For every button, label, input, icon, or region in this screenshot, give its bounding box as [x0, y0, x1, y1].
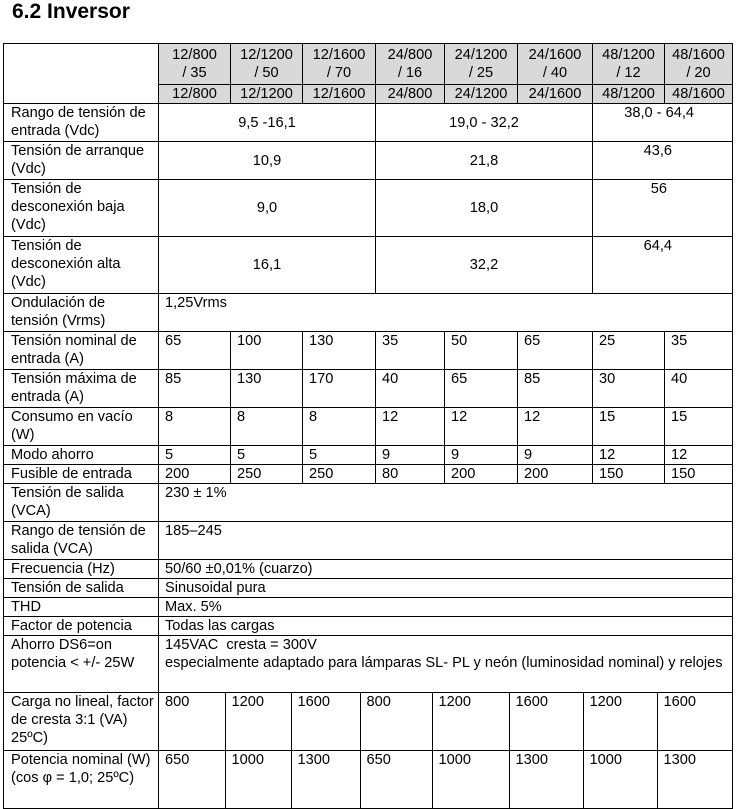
value-cell: 1600	[291, 693, 360, 750]
value-cell: 200	[159, 465, 231, 484]
value-48v: 56	[593, 180, 733, 237]
value-cell: 200	[518, 465, 593, 484]
value-cell: 12	[518, 408, 593, 446]
row-value: 185–245	[159, 522, 733, 560]
value-cell: 9	[376, 446, 445, 465]
value-cell: 25	[593, 332, 665, 370]
value-cell: 1200	[583, 693, 657, 750]
value-cell: 100	[231, 332, 303, 370]
row-value: 1,25Vrms	[159, 294, 733, 332]
value-cell: 30	[593, 370, 665, 408]
value-48v: 38,0 - 64,4	[593, 104, 733, 142]
value-cell: 1000	[225, 751, 291, 808]
value-cell: 800	[159, 693, 225, 750]
row-value: Sinusoidal pura	[159, 579, 733, 598]
value-cell: 1000	[583, 751, 657, 808]
model-header: 12/1200 / 50	[231, 44, 303, 85]
value-cell: 9	[445, 446, 518, 465]
row-label: Tensión de salida (VCA)	[4, 484, 159, 522]
row-label: Ondulación de tensión (Vrms)	[4, 294, 159, 332]
value-48v: 64,4	[593, 237, 733, 294]
value-cell: 5	[231, 446, 303, 465]
value-cell: 65	[518, 332, 593, 370]
model-header: 48/1600 / 20	[665, 44, 733, 85]
row-label: Tensión de arranque (Vdc)	[4, 142, 159, 180]
value-cell: 12	[593, 446, 665, 465]
model-code: 12/800	[159, 85, 231, 104]
value-cell: 1300	[509, 751, 583, 808]
value-cell: 15	[593, 408, 665, 446]
value-12v: 9,0	[159, 180, 376, 237]
value-cell: 1200	[432, 693, 509, 750]
row-value: 50/60 ±0,01% (cuarzo)	[159, 560, 733, 579]
model-code: 24/1200	[445, 85, 518, 104]
row-label: Consumo en vacío (W)	[4, 408, 159, 446]
row-label: Fusible de entrada	[4, 465, 159, 484]
value-cell: 8	[231, 408, 303, 446]
value-cell: 12	[665, 446, 733, 465]
row-value: 230 ± 1%	[159, 484, 733, 522]
row-label: Factor de potencia	[4, 617, 159, 636]
value-cell: 1600	[657, 693, 732, 750]
value-cell: 8	[159, 408, 231, 446]
row-label: Frecuencia (Hz)	[4, 560, 159, 579]
value-cell: 5	[303, 446, 376, 465]
model-header: 48/1200 / 12	[593, 44, 665, 85]
value-24v: 18,0	[376, 180, 593, 237]
ds6-line-1: 145VAC cresta = 300V	[165, 637, 317, 653]
value-12v: 16,1	[159, 237, 376, 294]
nominal-power-values	[159, 751, 733, 809]
value-cell: 170	[303, 370, 376, 408]
model-code: 12/1200	[231, 85, 303, 104]
section-title: 6.2 Inversor	[12, 0, 130, 23]
value-cell: 40	[376, 370, 445, 408]
row-label: Rango de tensión de salida (VCA)	[4, 522, 159, 560]
row-label: Tensión máxima de entrada (A)	[4, 370, 159, 408]
row-value	[159, 636, 733, 693]
value-cell: 1600	[509, 693, 583, 750]
row-label: Ahorro DS6=on potencia < +/- 25W	[4, 636, 159, 693]
model-code: 48/1200	[593, 85, 665, 104]
value-cell: 5	[159, 446, 231, 465]
model-header: 12/1600 / 70	[303, 44, 376, 85]
value-cell: 150	[593, 465, 665, 484]
value-cell: 50	[445, 332, 518, 370]
model-code: 24/800	[376, 85, 445, 104]
row-label: THD	[4, 598, 159, 617]
model-header: 24/800 / 16	[376, 44, 445, 85]
model-code: 12/1600	[303, 85, 376, 104]
value-cell: 130	[303, 332, 376, 370]
value-cell: 1300	[291, 751, 360, 808]
model-header: 24/1200 / 25	[445, 44, 518, 85]
value-cell: 85	[159, 370, 231, 408]
row-label: Modo ahorro	[4, 446, 159, 465]
row-label: Tensión nominal de entrada (A)	[4, 332, 159, 370]
value-cell: 80	[376, 465, 445, 484]
nonlinear-values	[159, 693, 733, 751]
value-cell: 15	[665, 408, 733, 446]
value-cell: 1200	[225, 693, 291, 750]
row-label: Carga no lineal, factor de cresta 3:1 (VA) 25ºC)	[4, 693, 159, 751]
value-cell: 650	[360, 751, 432, 808]
value-cell: 12	[445, 408, 518, 446]
row-value: Todas las cargas	[159, 617, 733, 636]
value-cell: 8	[303, 408, 376, 446]
value-12v: 9,5 -16,1	[159, 104, 376, 142]
row-value: Max. 5%	[159, 598, 733, 617]
row-label: Rango de tensión de entrada (Vdc)	[4, 104, 159, 142]
value-cell: 250	[303, 465, 376, 484]
value-cell: 1000	[432, 751, 509, 808]
value-cell: 1300	[657, 751, 732, 808]
value-cell: 35	[665, 332, 733, 370]
value-cell: 130	[231, 370, 303, 408]
value-cell: 35	[376, 332, 445, 370]
inverter-spec-table	[3, 43, 733, 809]
model-header: 12/800 / 35	[159, 44, 231, 85]
row-label: Potencia nominal (W) (cos φ = 1,0; 25ºC)	[4, 751, 159, 809]
value-cell: 200	[445, 465, 518, 484]
value-cell: 40	[665, 370, 733, 408]
value-12v: 10,9	[159, 142, 376, 180]
value-cell: 12	[376, 408, 445, 446]
row-label: Tensión de desconexión alta (Vdc)	[4, 237, 159, 294]
value-cell: 65	[159, 332, 231, 370]
model-header: 24/1600 / 40	[518, 44, 593, 85]
value-cell: 150	[665, 465, 733, 484]
value-24v: 19,0 - 32,2	[376, 104, 593, 142]
value-cell: 9	[518, 446, 593, 465]
model-code: 48/1600	[665, 85, 733, 104]
value-cell: 65	[445, 370, 518, 408]
value-cell: 250	[231, 465, 303, 484]
value-48v: 43,6	[593, 142, 733, 180]
value-24v: 32,2	[376, 237, 593, 294]
value-cell: 85	[518, 370, 593, 408]
value-cell: 650	[159, 751, 225, 808]
value-24v: 21,8	[376, 142, 593, 180]
row-label: Tensión de desconexión baja (Vdc)	[4, 180, 159, 237]
value-cell: 800	[360, 693, 432, 750]
ds6-line-2: especialmente adaptado para lámparas SL- PL y neón (luminosidad nominal) y relojes	[165, 655, 723, 671]
model-code: 24/1600	[518, 85, 593, 104]
header-corner	[4, 44, 159, 104]
row-label: Tensión de salida	[4, 579, 159, 598]
